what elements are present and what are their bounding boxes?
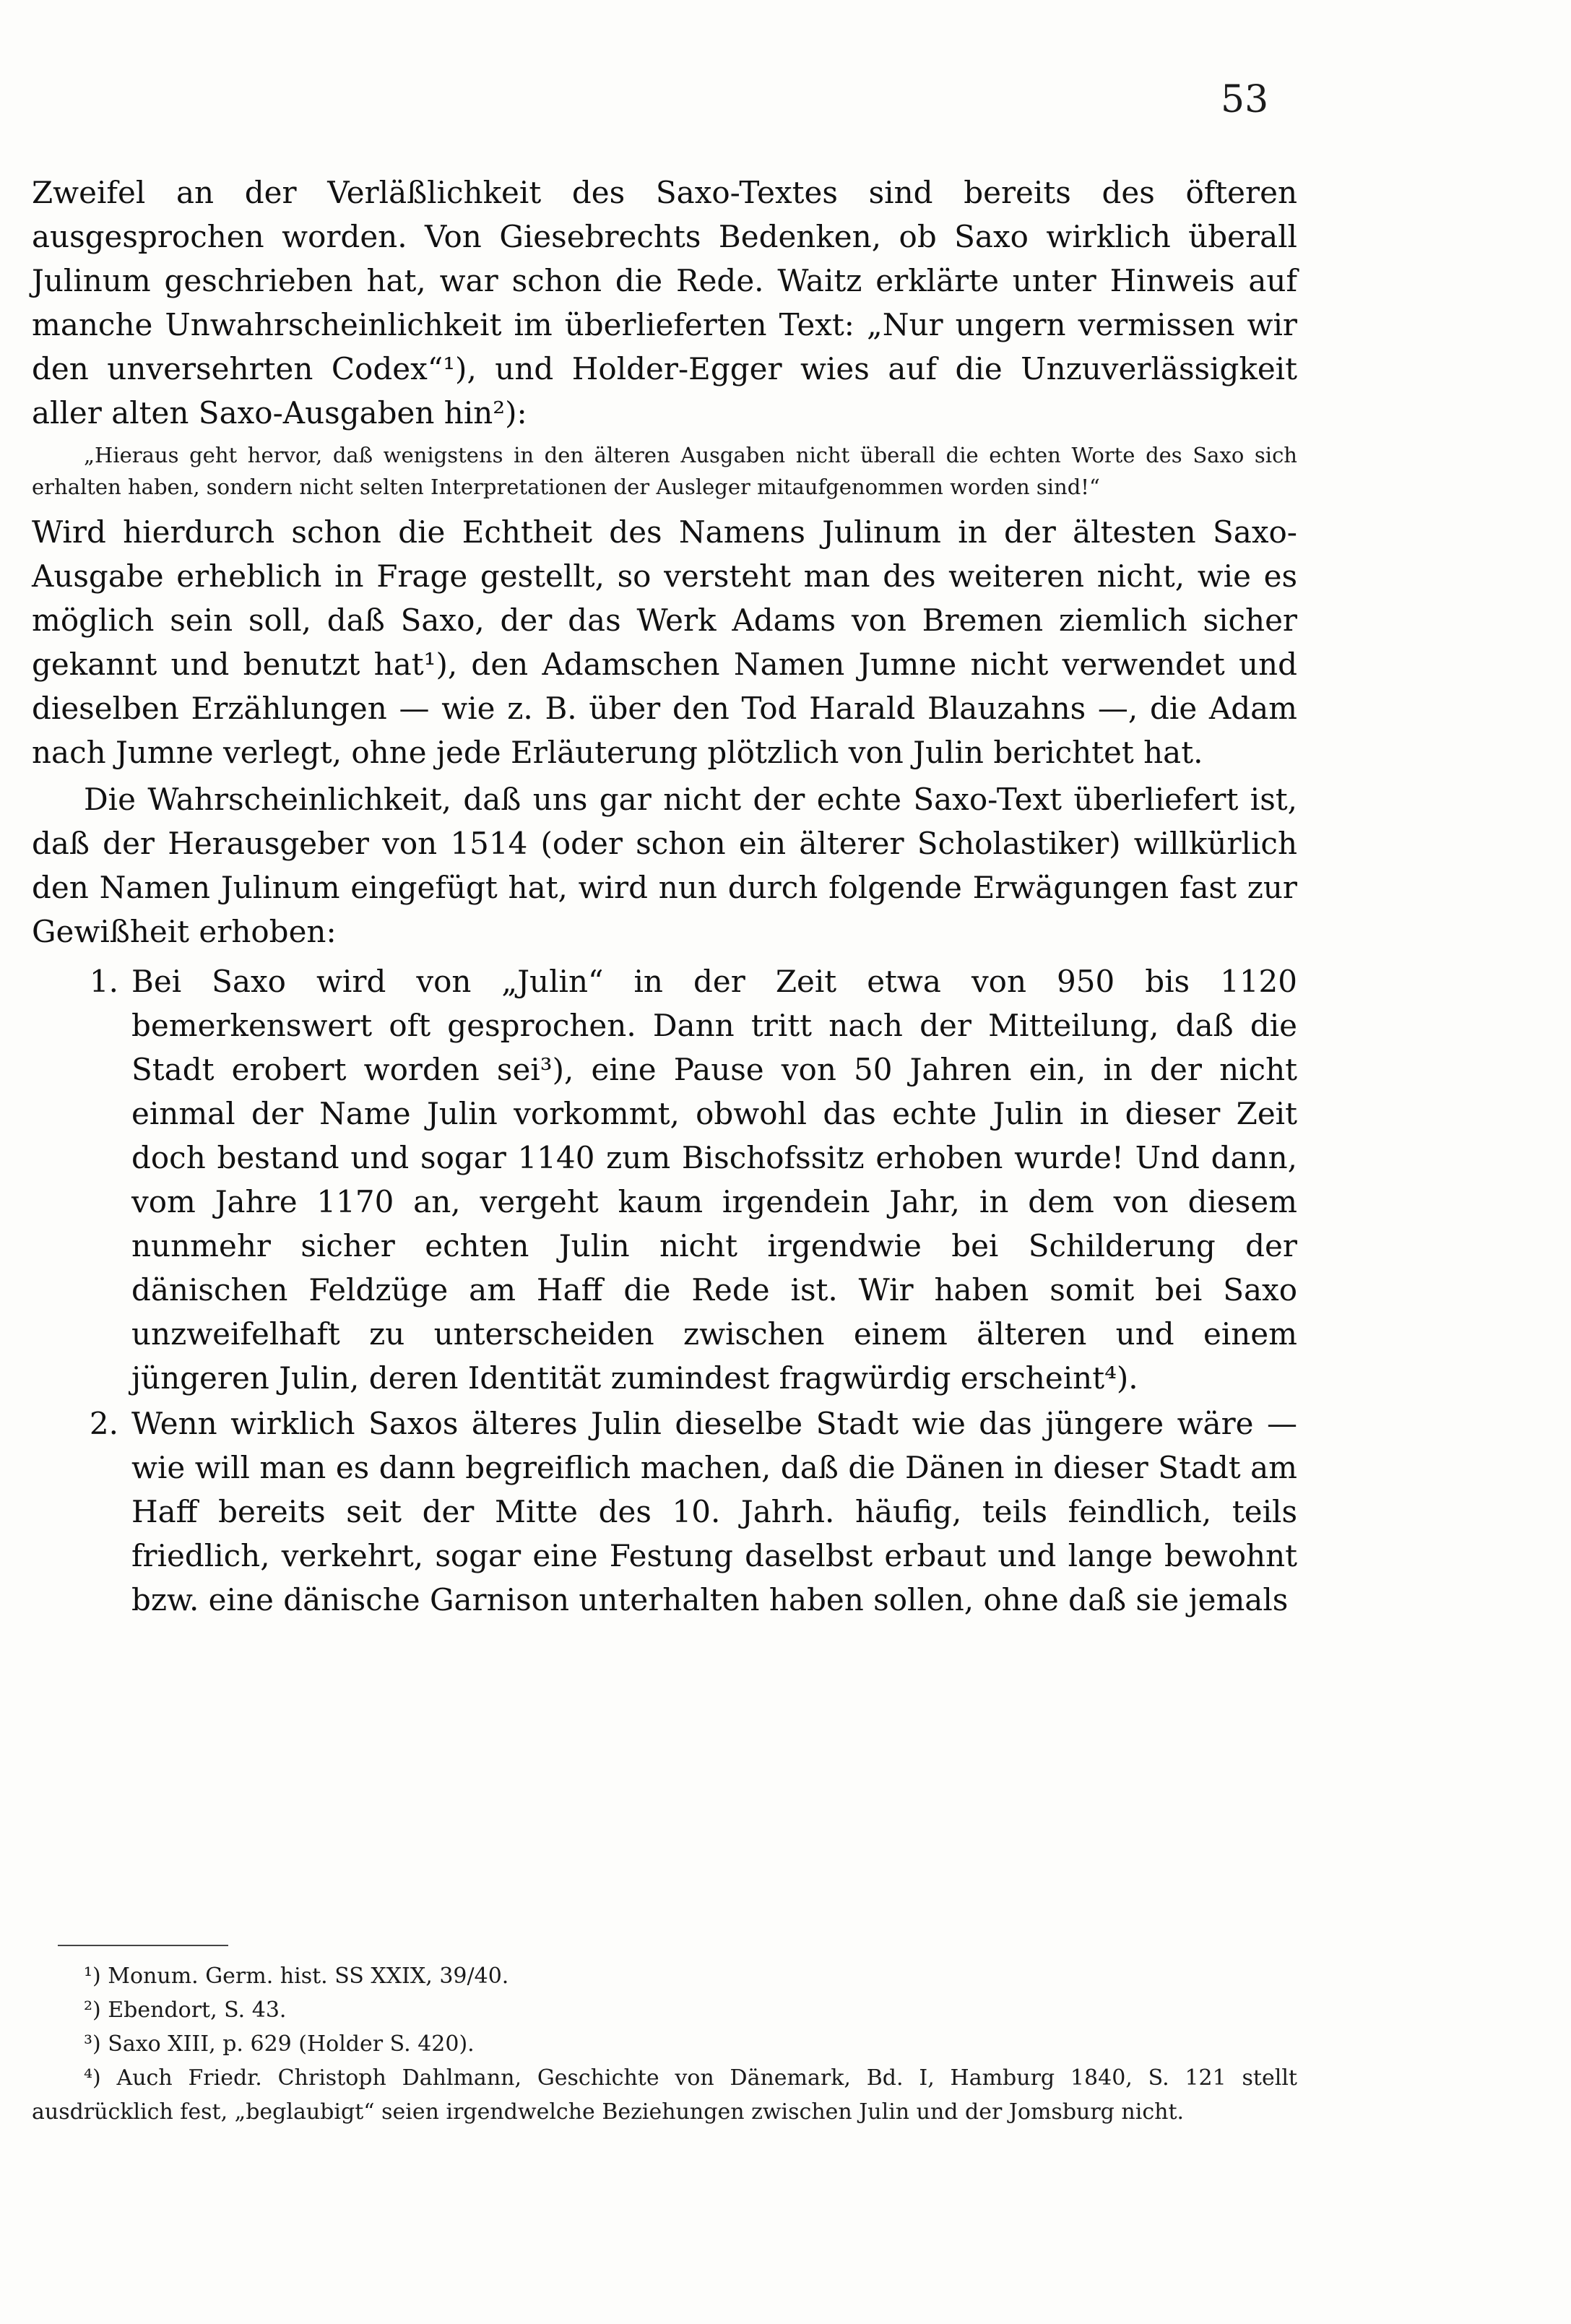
list-item-text: Wenn wirklich Saxos älteres Julin dieselbe Stadt wie das jüngere wäre — wie will man es dann begreiflich machen, daß die Dänen in dieser Stadt am Haff bereits seit der Mitte des 10. Jahrh. häufig, teils feindlich, teils friedlich, verkehrt, sogar eine Festung daselbst erbaut und lange bewohnt bzw. eine dänische Garnison unterhalten haben sollen, ohne daß sie jemals xyxy=(131,1406,1297,1617)
list-item-number: 2. xyxy=(89,1406,118,1441)
list-item-number: 1. xyxy=(89,964,118,999)
footnote-3: ³) Saxo XIII, p. 629 (Holder S. 420). xyxy=(84,2031,475,2057)
list-item-text: Bei Saxo wird von „Julin“ in der Zeit etwa von 950 bis 1120 bemerkenswert oft gesprochen. Dann tritt nach der Mitteilung, daß die Stadt erobert worden sei³), eine Pause von 50 Jahren ein, in der nicht einmal der Name Julin vorkommt, obwohl das echte Julin in dieser Zeit doch bestand und sogar 1140 zum Bischofssitz erhoben wurde! Und dann, vom Jahre 1170 an, vergeht kaum irgendein Jahr, in dem von diesem nunmehr sicher echten Julin nicht irgendwie bei Schilderung der dänischen Feldzüge am Haff die Rede ist. Wir haben somit bei Saxo unzweifelhaft zu unterscheiden zwischen einem älteren und einem jüngeren Julin, deren Identität zumindest fragwürdig erscheint⁴). xyxy=(131,964,1297,1396)
block-quote: „Hieraus geht hervor, daß wenigstens in den älteren Ausgaben nicht überall die echten Worte des Saxo sich erhalten haben, sondern nicht selten Interpretationen der Ausleger mitaufgenommen worden sind!“ xyxy=(32,443,1297,499)
main-text xyxy=(32,170,1297,1622)
page-number: 53 xyxy=(1221,78,1269,121)
paragraph-3: Die Wahrscheinlichkeit, daß uns gar nicht der echte Saxo-Text überliefert ist, daß der Herausgeber von 1514 (oder schon ein älterer Scholastiker) willkürlich den Namen Julinum eingefügt hat, wird nun durch folgende Erwägungen fast zur Gewißheit erhoben: xyxy=(32,782,1297,949)
footnotes xyxy=(32,1959,1297,2129)
paragraph-1: Zweifel an der Verläßlichkeit des Saxo-Textes sind bereits des öfteren ausgesprochen worden. Von Giesebrechts Bedenken, ob Saxo wirklich überall Julinum geschrieben hat, war schon die Rede. Waitz erklärte unter Hinweis auf manche Unwahrscheinlichkeit im überlieferten Text: „Nur ungern vermissen wir den unversehrten Codex“¹), und Holder-Egger wies auf die Unzuverlässigkeit aller alten Saxo-Ausgaben hin²): xyxy=(32,175,1297,431)
numbered-list xyxy=(32,959,1297,1622)
paragraph-2: Wird hierdurch schon die Echtheit des Namens Julinum in der ältesten Saxo-Ausgabe erheblich in Frage gestellt, so versteht man des weiteren nicht, wie es möglich sein soll, daß Saxo, der das Werk Adams von Bremen ziemlich sicher gekannt und benutzt hat¹), den Adamschen Namen Jumne nicht verwendet und dieselben Erzählungen — wie z. B. über den Tod Harald Blauzahns —, die Adam nach Jumne verlegt, ohne jede Erläuterung plötzlich von Julin berichtet hat. xyxy=(32,514,1297,770)
footnote-1: ¹) Monum. Germ. hist. SS XXIX, 39/40. xyxy=(84,1964,509,1989)
list-item xyxy=(32,1401,1297,1622)
footnote-divider xyxy=(58,1945,228,1946)
footnote-4: ⁴) Auch Friedr. Christoph Dahlmann, Geschichte von Dänemark, Bd. I, Hamburg 1840, S. 121 stellt ausdrücklich fest, „beglaubigt“ seien irgendwelche Beziehungen zwischen Julin und der Jomsburg nicht. xyxy=(32,2065,1297,2125)
footnote-2: ²) Ebendort, S. 43. xyxy=(84,1997,287,2023)
list-item xyxy=(32,959,1297,1400)
